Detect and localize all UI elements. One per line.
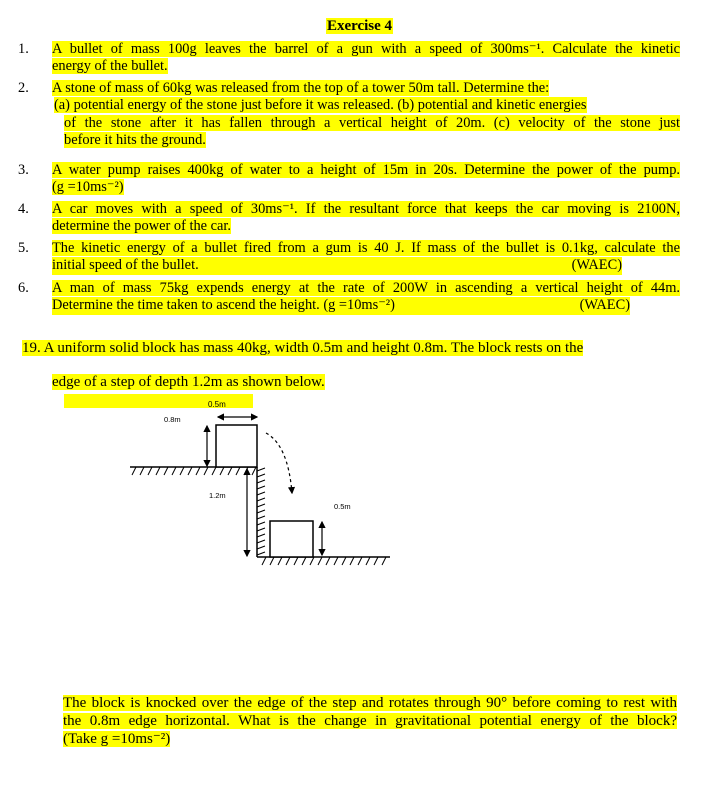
step-depth-label: 1.2m	[209, 491, 226, 500]
final-height-label: 0.5m	[334, 502, 351, 511]
question-6	[18, 280, 680, 315]
question-text-line: (a) potential energy of the stone just before it was released. (b) potential and kinetic energies	[54, 97, 587, 114]
question-19-final: The block is knocked over the edge of the step and rotates through 90° before coming to rest with the 0.8m edge horizontal. What is the change in gravitational potential energy of the block? (Take g =10ms⁻²)	[63, 695, 677, 747]
question-number: 5.	[18, 240, 29, 256]
exercise-title: Exercise 4	[326, 18, 393, 34]
height-label: 0.8m	[164, 415, 181, 424]
question-text-line: A man of mass 75kg expends energy at the rate of 200W in ascending a vertical height of 44m.	[52, 280, 680, 296]
upper-block	[216, 425, 257, 467]
upper-ground-hatch	[132, 467, 256, 475]
question-2	[18, 80, 680, 150]
question-text-line: A bullet of mass 100g leaves the barrel of a gun with a speed of 300ms⁻¹. Calculate the kinetic	[52, 41, 680, 57]
question-text-line: before it hits the ground.	[64, 132, 206, 149]
question-4	[18, 201, 680, 236]
question-text-line: of the stone after it has fallen through a vertical height of 20m. (c) velocity of the stone just	[64, 114, 680, 131]
source-tag-waec: (WAEC)	[579, 297, 630, 314]
question-5	[18, 240, 680, 275]
lower-ground-hatch	[262, 557, 386, 565]
question-number: 2.	[18, 80, 29, 96]
question-text-line: The kinetic energy of a bullet fired from a gum is 40 J. If mass of the bullet is 0.1kg, calculate the	[52, 240, 680, 256]
question-text-line: A water pump raises 400kg of water to a height of 15m in 20s. Determine the power of the pump.	[52, 162, 680, 178]
question-3	[18, 162, 680, 197]
question-text-line: energy of the bullet.	[52, 58, 168, 75]
source-tag-waec: (WAEC)	[571, 257, 622, 274]
step-block-diagram	[110, 395, 410, 575]
question-number: 4.	[18, 201, 29, 217]
question-19-intro-2: edge of a step of depth 1.2m as shown below.	[52, 374, 325, 390]
question-text-line: A stone of mass of 60kg was released from the top of a tower 50m tall. Determine the:	[52, 80, 550, 96]
question-text-line: determine the power of the car.	[52, 218, 232, 235]
question-number: 3.	[18, 162, 29, 178]
question-number: 1.	[18, 41, 29, 57]
width-label: 0.5m	[208, 400, 226, 409]
lower-block	[270, 521, 313, 557]
question-text-line: (g =10ms⁻²)	[52, 179, 124, 196]
question-text-line: Determine the time taken to ascend the height. (g =10ms⁻²)	[52, 297, 395, 314]
question-text-line: initial speed of the bullet.	[52, 257, 199, 274]
question-1	[18, 41, 680, 76]
question-number: 6.	[18, 280, 29, 296]
step-wall-hatch	[257, 468, 265, 555]
fall-path-arrow	[266, 433, 292, 493]
question-19-intro: 19. A uniform solid block has mass 40kg, width 0.5m and height 0.8m. The block rests on the	[22, 340, 584, 356]
question-text-line: A car moves with a speed of 30ms⁻¹. If the resultant force that keeps the car moving is 2100N,	[52, 201, 680, 217]
